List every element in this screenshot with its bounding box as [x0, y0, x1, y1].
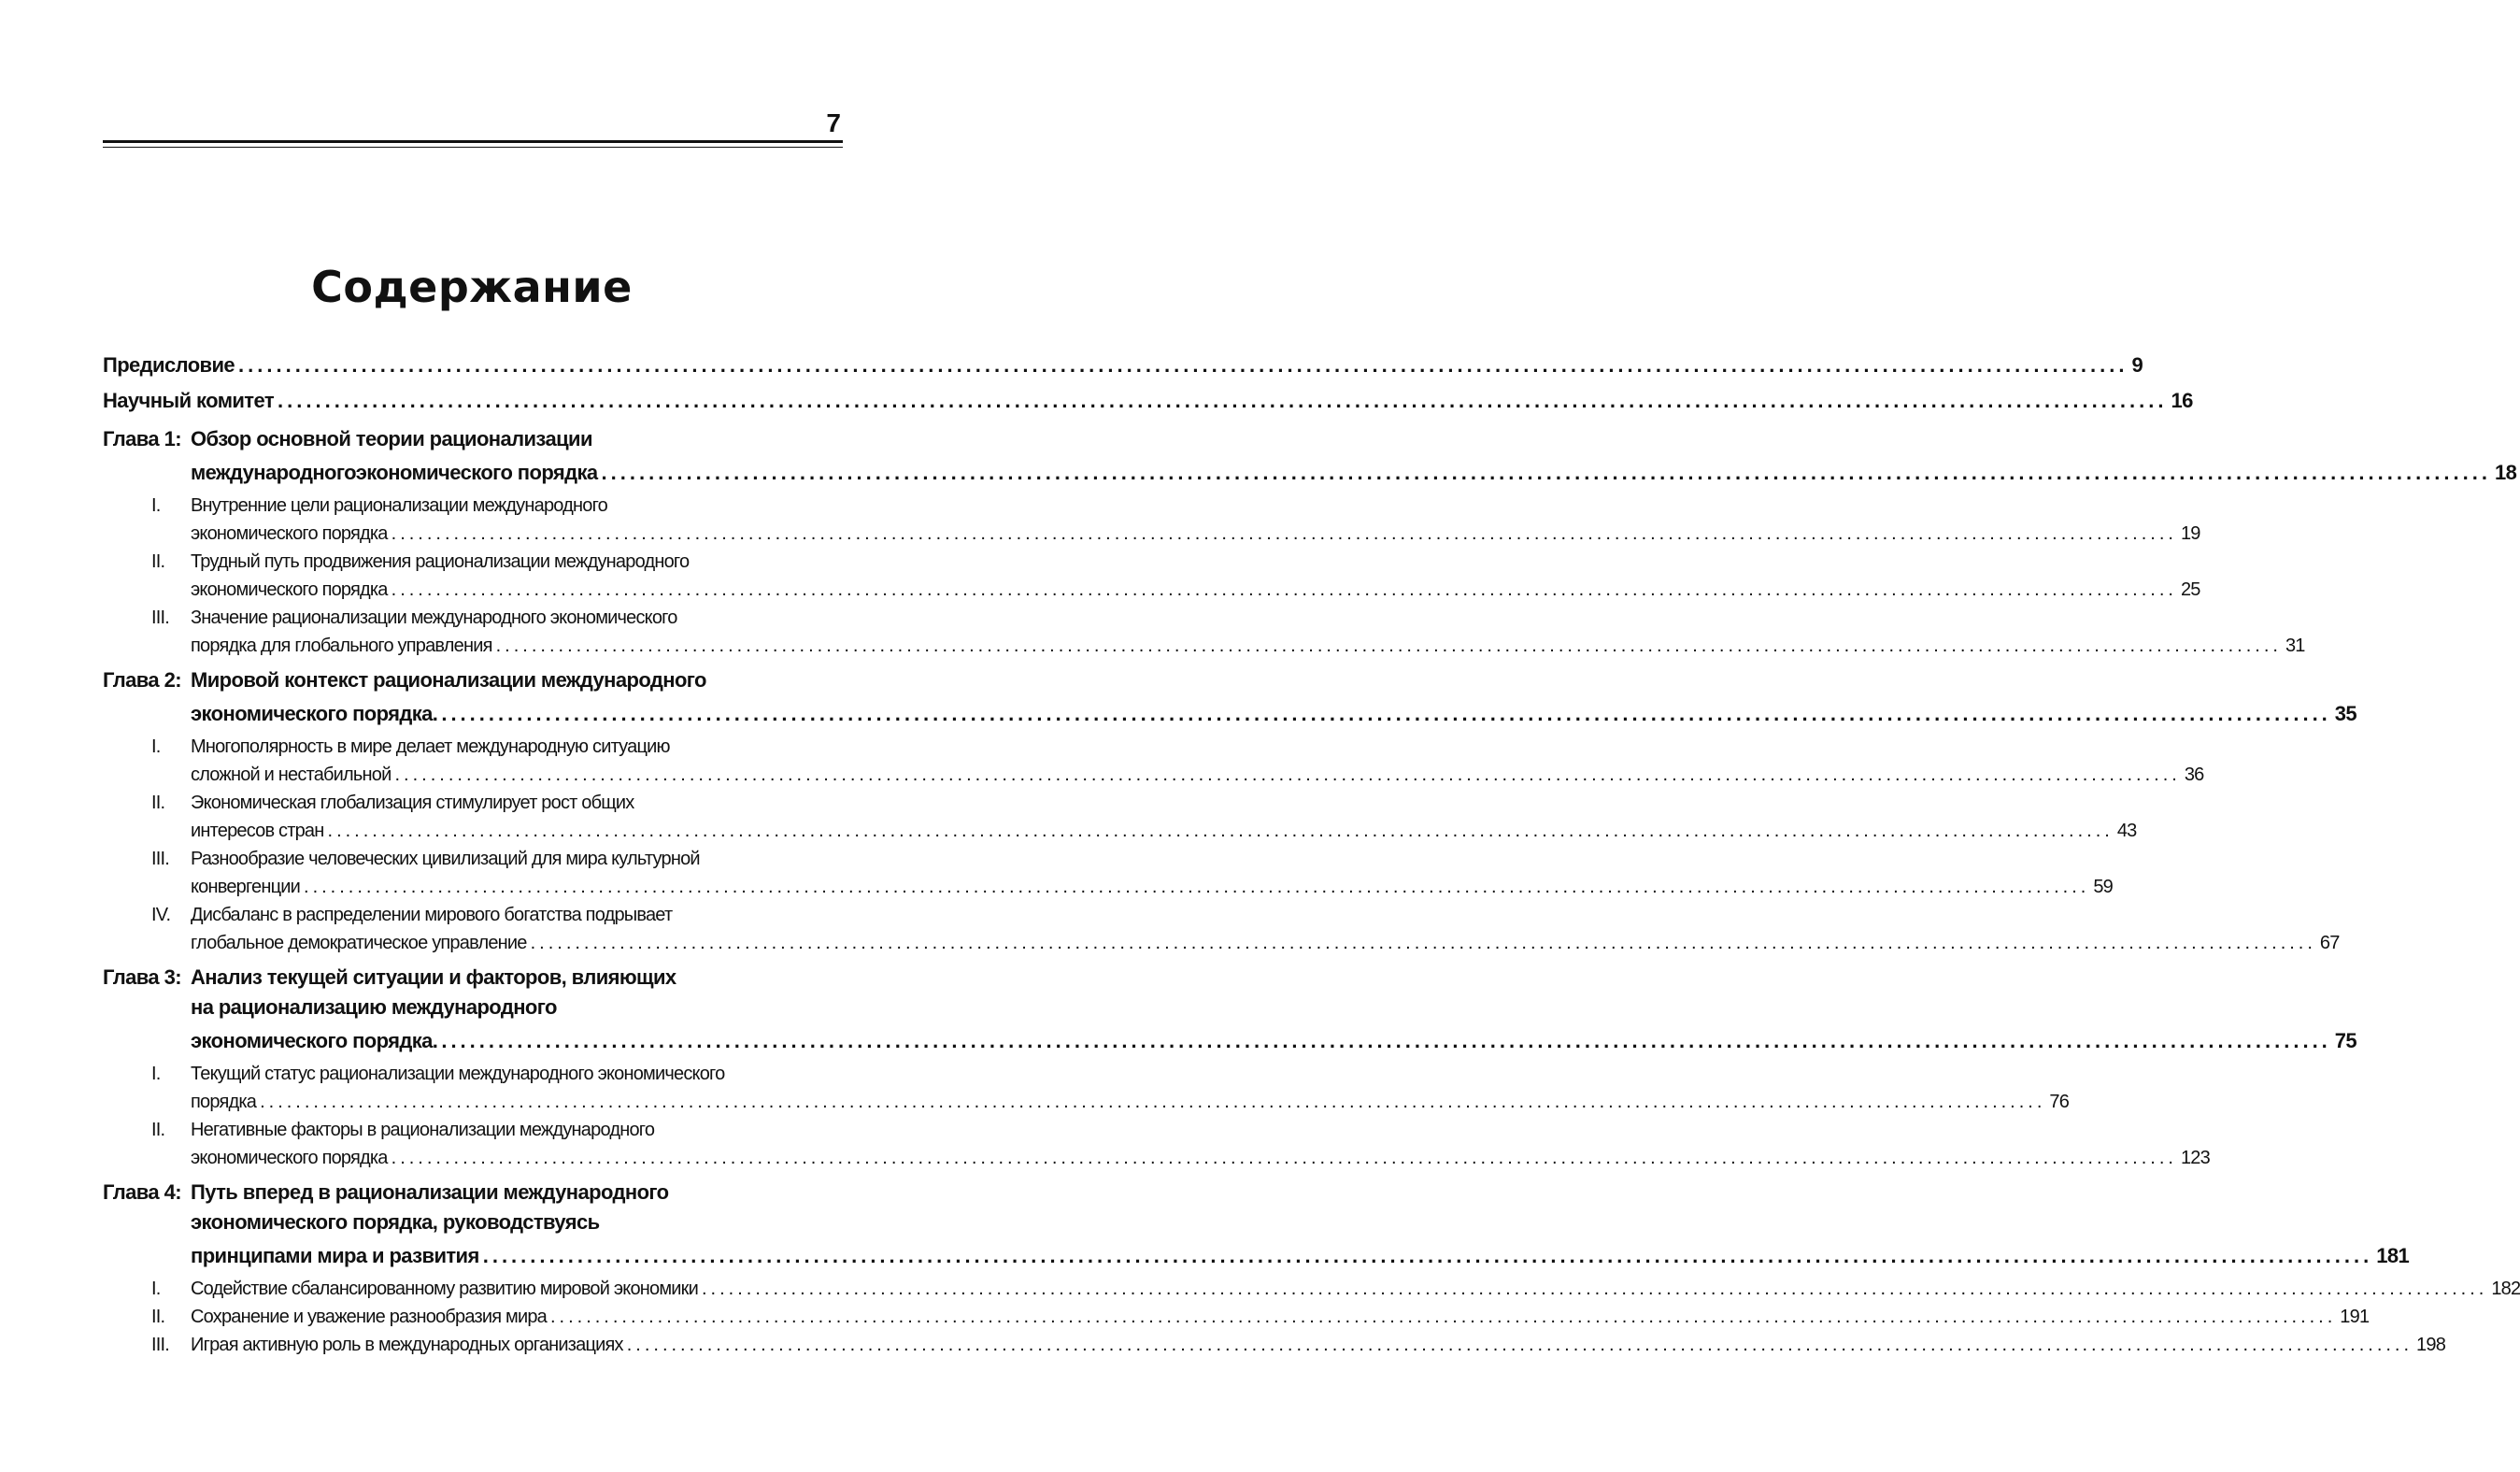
section-page: 182: [2491, 1279, 2520, 1299]
toc-section[interactable]: [103, 1331, 2446, 1359]
section-title-line: Дисбаланс в распределении мирового богатства подрывает: [191, 905, 673, 925]
section-number: IV.: [151, 905, 171, 925]
section-title-line: Внутренние цели рационализации международного: [191, 495, 607, 516]
section-page: 31: [2285, 636, 2305, 656]
toc-section[interactable]: [103, 1060, 2070, 1116]
toc-section[interactable]: [103, 845, 2113, 901]
leader-dots: ........................................................................................................................................................................................................: [441, 1029, 2331, 1052]
section-page: 76: [2049, 1092, 2070, 1112]
section-title-line: Сохранение и уважение разнообразия мира: [191, 1307, 547, 1327]
page-number: 7: [826, 108, 841, 137]
chapter-heading-row[interactable]: [103, 695, 2357, 733]
section-title-line: порядка для глобального управления: [191, 636, 492, 656]
section-title-line: сложной и нестабильной: [191, 765, 392, 785]
toc-chapter-2: [103, 665, 2357, 957]
chapter-label: Глава 4:: [103, 1180, 181, 1204]
leader-dots: ........................................................................................................................................................................................................: [391, 579, 2177, 600]
section-title-line: Разнообразие человеческих цивилизаций для мира культурной: [191, 849, 700, 869]
leader-dots: ........................................................................................................................................................................................................: [278, 389, 2168, 412]
toc-section[interactable]: [103, 733, 2204, 789]
toc-entry-page: 9: [2131, 353, 2143, 377]
chapter-title-line: принципами мира и развития: [191, 1244, 479, 1267]
section-title-line: экономического порядка: [191, 579, 388, 600]
chapter-page: 18: [2494, 461, 2517, 484]
header-rule-thin: [103, 147, 843, 148]
section-number: I.: [151, 1064, 161, 1084]
leader-dots: ........................................................................................................................................................................................................: [238, 353, 2128, 377]
toc-section[interactable]: [103, 492, 2200, 548]
leader-dots: ........................................................................................................................................................................................................: [391, 1148, 2177, 1168]
section-title-line: интересов стран: [191, 821, 324, 841]
section-number: I.: [151, 1279, 161, 1299]
chapter-title-line: Путь вперед в рационализации международного: [191, 1180, 669, 1204]
section-title-line: Экономическая глобализация стимулирует рост общих: [191, 793, 634, 813]
toc-section[interactable]: [103, 1303, 2370, 1331]
section-page: 123: [2180, 1148, 2210, 1168]
toc-section[interactable]: [103, 548, 2200, 604]
section-number: I.: [151, 495, 161, 516]
leader-dots: ........................................................................................................................................................................................................: [482, 1244, 2373, 1267]
section-page: 43: [2116, 821, 2137, 841]
chapter-title-line: на рационализацию международного: [191, 995, 557, 1019]
section-title-line: Содействие сбалансированному развитию мировой экономики: [191, 1279, 698, 1299]
toc-section[interactable]: [103, 604, 2305, 660]
leader-dots: ........................................................................................................................................................................................................: [304, 877, 2090, 897]
section-number: I.: [151, 736, 161, 757]
toc-entry-preface[interactable]: [103, 348, 2143, 383]
section-title-line: экономического порядка: [191, 1148, 388, 1168]
section-page: 19: [2180, 523, 2200, 544]
leader-dots: ........................................................................................................................................................................................................: [327, 821, 2114, 841]
section-number: III.: [151, 607, 170, 628]
leader-dots: ........................................................................................................................................................................................................: [530, 933, 2316, 953]
chapter-heading-row[interactable]: [103, 1208, 835, 1237]
chapter-heading-row[interactable]: [103, 454, 2517, 492]
toc-section[interactable]: [103, 1275, 2520, 1303]
toc-section[interactable]: [103, 901, 2340, 957]
chapter-heading-row[interactable]: [103, 1237, 2410, 1275]
header-rule-thick: [103, 140, 843, 143]
toc-chapter-3: [103, 963, 2357, 1172]
leader-dots: ........................................................................................................................................................................................................: [549, 1307, 2337, 1327]
section-number: II.: [151, 793, 165, 813]
section-title-line: Трудный путь продвижения рационализации международного: [191, 551, 690, 572]
chapter-title-line: Анализ текущей ситуации и факторов, влияющих: [191, 965, 676, 989]
chapter-page: 35: [2334, 702, 2357, 725]
toc-entry-text: Предисловие: [103, 353, 235, 377]
section-number: II.: [151, 551, 165, 572]
page-title: Содержание: [311, 262, 633, 312]
section-title-line: Играя активную роль в международных организациях: [191, 1335, 623, 1355]
chapter-heading-row[interactable]: [103, 963, 835, 993]
section-title-line: конвергенции: [191, 877, 301, 897]
section-title-line: экономического порядка: [191, 523, 388, 544]
chapter-page: 75: [2334, 1029, 2357, 1052]
section-page: 191: [2340, 1307, 2370, 1327]
leader-dots: ........................................................................................................................................................................................................: [394, 765, 2181, 785]
toc-entry-text: Научный комитет: [103, 389, 275, 412]
toc-entry-page: 16: [2171, 389, 2193, 412]
chapter-page: 181: [2376, 1244, 2410, 1267]
section-title-line: Негативные факторы в рационализации международного: [191, 1120, 655, 1140]
toc-chapter-1: [103, 424, 2517, 660]
leader-dots: ........................................................................................................................................................................................................: [701, 1279, 2488, 1299]
chapter-title-line: международногоэкономического порядка: [191, 461, 598, 484]
section-number: II.: [151, 1120, 165, 1140]
section-page: 67: [2319, 933, 2340, 953]
chapter-heading-row[interactable]: [103, 665, 835, 695]
table-of-contents: [103, 348, 2520, 1359]
toc-section[interactable]: [103, 1116, 2210, 1172]
section-page: 25: [2180, 579, 2200, 600]
chapter-label: Глава 1:: [103, 427, 181, 450]
section-title-line: порядка: [191, 1092, 257, 1112]
chapter-title-line: экономического порядка, руководствуясь: [191, 1210, 600, 1234]
section-title-line: Текущий статус рационализации международного экономического: [191, 1064, 725, 1084]
section-number: III.: [151, 1335, 170, 1355]
chapter-heading-row[interactable]: [103, 993, 835, 1022]
chapter-title-line: экономического порядка.: [191, 1029, 438, 1052]
section-page: 59: [2093, 877, 2113, 897]
section-number: II.: [151, 1307, 165, 1327]
chapter-heading-row[interactable]: [103, 1022, 2357, 1060]
chapter-heading-row[interactable]: [103, 424, 835, 454]
toc-section[interactable]: [103, 789, 2137, 845]
section-page: 198: [2416, 1335, 2446, 1355]
leader-dots: ........................................................................................................................................................................................................: [601, 461, 2491, 484]
section-title-line: глобальное демократическое управление: [191, 933, 527, 953]
section-number: III.: [151, 849, 170, 869]
chapter-title-line: экономического порядка.: [191, 702, 438, 725]
leader-dots: ........................................................................................................................................................................................................: [260, 1092, 2046, 1112]
leader-dots: ........................................................................................................................................................................................................: [441, 702, 2331, 725]
leader-dots: ........................................................................................................................................................................................................: [626, 1335, 2413, 1355]
section-title-line: Значение рационализации международного экономического: [191, 607, 677, 628]
chapter-title-line: Обзор основной теории рационализации: [191, 427, 592, 450]
chapter-label: Глава 2:: [103, 668, 181, 692]
chapter-heading-row[interactable]: [103, 1178, 835, 1208]
leader-dots: ........................................................................................................................................................................................................: [495, 636, 2282, 656]
chapter-title-line: Мировой контекст рационализации международного: [191, 668, 706, 692]
section-title-line: Многополярность в мире делает международную ситуацию: [191, 736, 670, 757]
section-page: 36: [2184, 765, 2204, 785]
toc-entry-committee[interactable]: [103, 383, 2193, 419]
leader-dots: ........................................................................................................................................................................................................: [391, 523, 2177, 544]
toc-chapter-4: [103, 1178, 2520, 1359]
chapter-label: Глава 3:: [103, 965, 181, 989]
